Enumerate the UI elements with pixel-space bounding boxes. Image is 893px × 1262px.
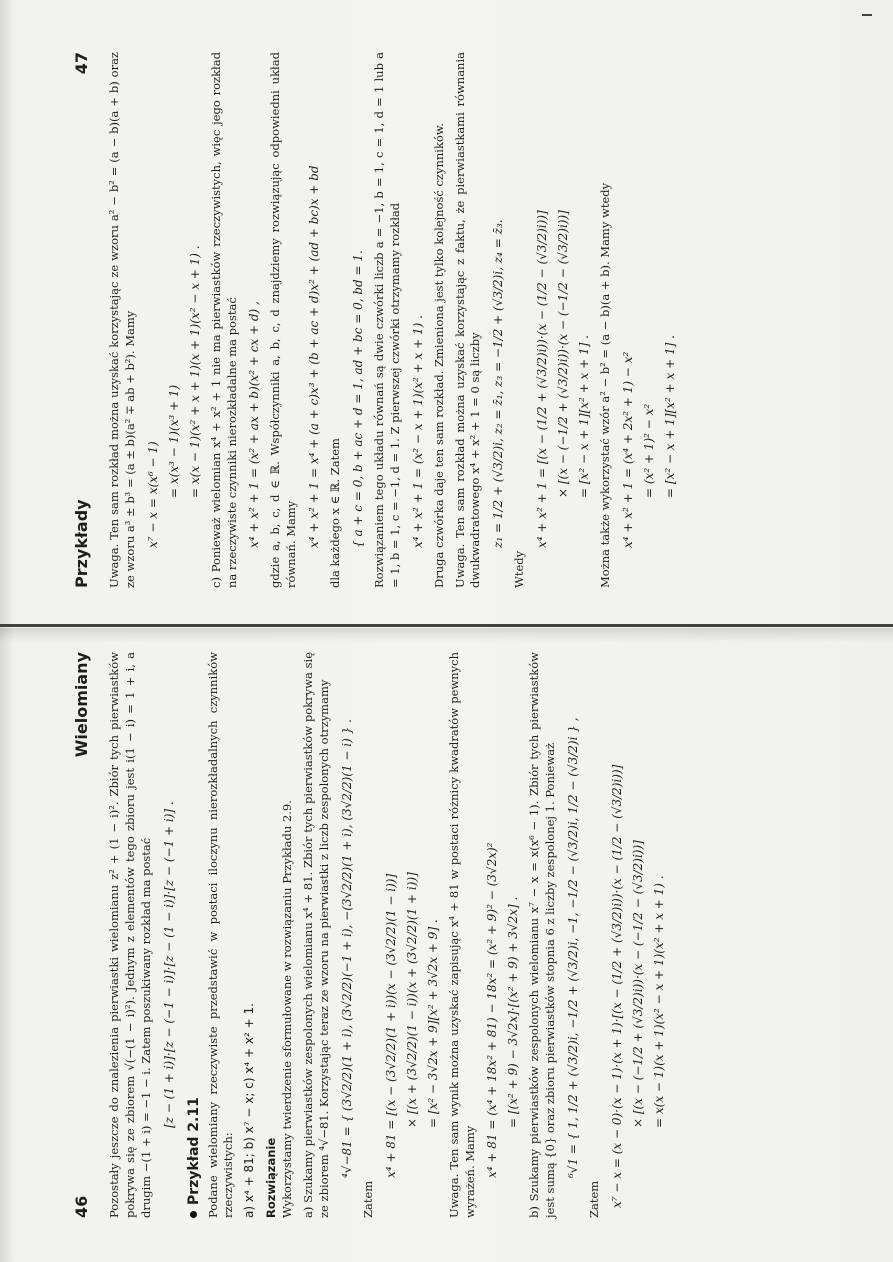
scan-mark <box>862 14 872 16</box>
paragraph: Wtedy <box>512 550 527 588</box>
paragraph: Zatem <box>360 1180 375 1218</box>
paragraph: gdzie a, b, c, d ∈ ℝ. Współczynniki a, b, c, d znajdziemy rozwiązując odpowiedni układ równań. Mamy <box>268 52 299 588</box>
equation-system: { a + c = 0, b + ac + d = 1, ad + bc = 0, bd = 1. <box>351 250 366 548</box>
equation: × [(x + (3√2/2)(1 − i))(x + (3√2/2)(1 + i))] <box>404 872 419 1128</box>
solution-heading: Rozwiązanie <box>264 1137 279 1218</box>
paragraph: Uwaga. Ten sam rozkład można uzyskać korzystając ze wzoru a² − b² = (a − b)(a + b) oraz ze wzoru a³ ± b³ = (a ± b)(a² ∓ ab + b²). Mamy <box>107 52 137 588</box>
equation: = [(x² + 9) − 3√2x]·[(x² + 9) + 3√2x] . <box>506 896 521 1128</box>
page-body <box>107 52 677 588</box>
paragraph: Wykorzystamy twierdzenie sformułowane w rozwiązaniu Przykładu 2.9. <box>280 800 295 1218</box>
page-number: 46 <box>72 1195 91 1218</box>
page-46 <box>58 640 858 1230</box>
equation: = x(x − 1)(x + 1)(x² − x + 1)(x² + x + 1) . <box>652 875 667 1128</box>
equation: = x(x − 1)(x² + x + 1)(x + 1)(x² − x + 1) . <box>187 245 202 498</box>
equation: x⁴ + x² + 1 = x⁴ + (a + c)x³ + (b + ac + d)x² + (ad + bc)x + bd <box>307 165 322 548</box>
page-number: 47 <box>72 52 91 75</box>
exercise-items: a) x⁴ + 81; b) x⁷ − x; c) x⁴ + x² + 1. <box>242 1003 257 1218</box>
equation: x⁴ + x² + 1 = (x⁴ + 2x² + 1) − x² <box>621 351 636 548</box>
page-body <box>107 652 666 1218</box>
page-title: Przykłady <box>72 499 91 588</box>
equation: x⁴ + x² + 1 = (x² + ax + b)(x² + cx + d) , <box>247 301 262 548</box>
equation: x⁷ − x = x(x⁶ − 1) <box>145 441 160 548</box>
bullet-icon <box>190 1211 197 1218</box>
paragraph: Rozwiązaniem tego układu równań są dwie czwórki liczb a = −1, b = 1, c = 1, d = 1 lub a = 1, b = 1, c = −1, d = 1. Z pierwszej czwórki otrzymamy rozkład <box>372 52 402 588</box>
equation: × [(x − (−1/2 + (√3/2)i))·(x − (−1/2 − (√3/2)i))] <box>556 210 571 498</box>
paragraph: b) Szukamy pierwiastków zespolonych wielomianu x⁷ − x = x(x⁶ − 1). Zbiór tych pierwiastków jest sumą {0} oraz zbioru pierwiastków stopnia 6 z liczby zespolonej 1. Ponieważ <box>527 652 558 1218</box>
page-fold-line <box>0 624 893 627</box>
equation: x⁴ + x² + 1 = [(x − (1/2 + (√3/2)i))·(x − (1/2 − (√3/2)i))] <box>535 210 550 548</box>
paragraph: Druga czwórka daje ten sam rozkład. Zmieniona jest tylko kolejność czynników. <box>431 123 446 588</box>
equation: = x(x³ − 1)(x³ + 1) <box>166 384 181 498</box>
equation: x⁷ − x = (x − 0)·(x − 1)·(x + 1)·[(x − (1/2 + (√3/2)i))·(x − (1/2 − (√3/2)i))] <box>610 764 625 1208</box>
equation: = [x² − x + 1][x² + x + 1] . <box>663 335 678 498</box>
example-title: Przykład 2.11 <box>185 1097 202 1205</box>
paragraph: dla każdego x ∈ ℝ. Zatem <box>328 438 343 588</box>
paragraph: c) Ponieważ wielomian x⁴ + x² + 1 nie ma pierwiastków rzeczywistych, więc jego rozkład na rzeczywiste czynniki nierozkładalne ma postać <box>208 52 239 588</box>
equation: [z − (1 + i)]·[z − (−1 − i)]·[z − (1 − i)]·[z − (−1 + i)] . <box>161 801 176 1128</box>
equation: ⁴√−81 = { (3√2/2)(1 + i), (3√2/2)(−1 + i), −(3√2/2)(1 + i), (3√2/2)(1 − i) } . <box>339 719 354 1178</box>
paragraph: Podane wielomiany rzeczywiste przedstawić w postaci iloczynu nierozkładalnych czynników rzeczywistych: <box>205 652 236 1218</box>
example-heading <box>186 652 202 1218</box>
equation: = (x² + 1)² − x² <box>642 403 657 498</box>
paragraph: Pozostały jeszcze do znalezienia pierwiastki wielomianu z² + (1 − i)². Zbiór tych pierwiastków pokrywa się ze zbiorem √(−(1 − i)²). Jednym z elementów tego zbioru jest i(1 − i) = 1 + i, a drugim −(1 + i) = −1 − i. Zatem poszukiwany rozkład ma postać <box>107 652 153 1218</box>
equation: × [(x − (−1/2 + (√3/2)i))·(x − (−1/2 − (√3/2)i))] <box>631 840 646 1128</box>
page-header <box>72 652 91 1218</box>
equation: = [x² − 3√2x + 9][x² + 3√2x + 9] . <box>425 919 440 1128</box>
equation: x⁴ + x² + 1 = (x² − x + 1)(x² + x + 1) . <box>410 315 425 548</box>
paragraph: Można także wykorzystać wzór a² − b² = (a − b)(a + b). Mamy wtedy <box>598 182 613 588</box>
equation: z₁ = 1/2 + (√3/2)i, z₂ = z̄₁, z₃ = −1/2 + (√3/2)i, z₄ = z̄₃. <box>491 219 506 548</box>
page-title: Wielomiany <box>72 652 91 758</box>
paragraph: Zatem <box>587 1180 602 1218</box>
page-47 <box>58 40 858 600</box>
page-header <box>72 52 91 588</box>
paragraph: Uwaga. Ten sam wynik można uzyskać zapisując x⁴ + 81 w postaci różnicy kwadratów pewnych wyrażeń. Mamy <box>446 652 477 1218</box>
equation: x⁴ + 81 = [(x − (3√2/2)(1 + i))(x − (3√2/2)(1 − i))] <box>383 873 398 1178</box>
equation: ⁶√1 = { 1, 1/2 + (√3/2)i, −1/2 + (√3/2)i, −1, −1/2 − (√3/2)i, 1/2 − (√3/2)i } , <box>566 717 581 1178</box>
paragraph: Uwaga. Ten sam rozkład można uzyskać korzystając z faktu, że pierwiastkami równania dwukwadratowego x⁴ + x² + 1 = 0 są liczby <box>452 52 483 588</box>
equation: x⁴ + 81 = (x⁴ + 18x² + 81) − 18x² = (x² + 9)² − (3√2x)² <box>485 842 500 1178</box>
paragraph: a) Szukamy pierwiastków zespolonych wielomianu x⁴ + 81. Zbiór tych pierwiastków pokrywa się ze zbiorem ⁴√−81. Korzystając teraz ze wzoru na pierwiastki z liczb zespolonych otrzymamy <box>301 652 332 1218</box>
equation: = [x² − x + 1][x² + x + 1] . <box>577 335 592 498</box>
